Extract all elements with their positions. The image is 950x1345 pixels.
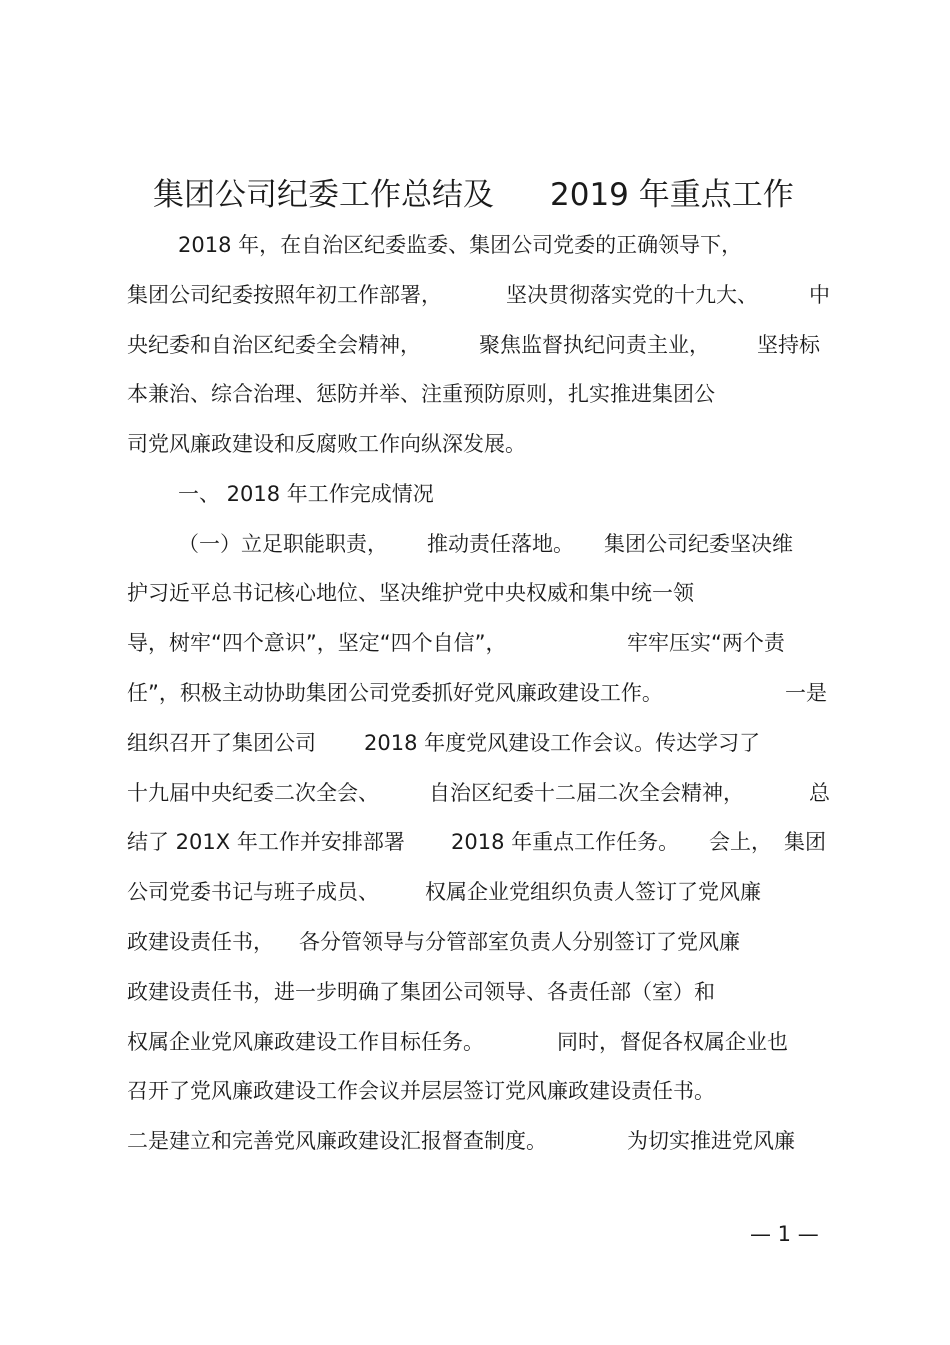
title-part-2: 2019 年重点工作	[550, 177, 794, 213]
text-segment: 公司党委书记与班子成员、	[127, 880, 379, 904]
text-segment: 护习近平总书记核心地位、坚决维护党中央权威和集中统一领	[127, 581, 694, 605]
page-number: — 1 —	[750, 1222, 819, 1246]
text-segment: 坚持标	[757, 333, 820, 357]
text-segment: 集团	[784, 830, 826, 854]
text-segment: 同时，督促各权属企业也	[557, 1030, 788, 1054]
text-segment: 坚决贯彻落实党的十九大、	[506, 283, 758, 307]
text-segment: （一）立足职能职责，	[178, 532, 388, 556]
text-segment: 央纪委和自治区纪委全会精神，	[127, 333, 421, 357]
text-segment: 司党风廉政建设和反腐败工作向纵深发展。	[127, 432, 526, 456]
text-segment: 集团公司纪委按照年初工作部署，	[127, 283, 442, 307]
text-segment: 政建设责任书，	[127, 930, 274, 954]
text-segment: 二是建立和完善党风廉政建设汇报督查制度。	[127, 1129, 547, 1153]
text-segment: 中	[809, 283, 830, 307]
text-segment: 权属企业党风廉政建设工作目标任务。	[127, 1030, 484, 1054]
text-segment: 会上，	[709, 830, 772, 854]
text-segment: 权属企业党组织负责人签订了党风廉	[425, 880, 761, 904]
text-segment: 推动责任落地。	[427, 532, 574, 556]
text-segment: 2018 年，在自治区纪委监委、集团公司党委的正确领导下，	[178, 233, 743, 257]
text-segment: 结了 201X 年工作并安排部署	[127, 830, 405, 854]
text-segment: 召开了党风廉政建设工作会议并层层签订党风廉政建设责任书。	[127, 1079, 715, 1103]
text-segment: 任”，积极主动协助集团公司党委抓好党风廉政建设工作。	[127, 681, 663, 705]
text-segment: 牢牢压实“两个责	[627, 631, 785, 655]
text-segment: 一是	[785, 681, 827, 705]
text-segment: 集团公司纪委坚决维	[604, 532, 793, 556]
text-segment: 政建设责任书，进一步明确了集团公司领导、各责任部（室）和	[127, 980, 715, 1004]
text-segment: 2018 年度党风建设工作会议。传达学习了	[364, 731, 761, 755]
text-segment: 2018 年重点工作任务。	[451, 830, 680, 854]
title-part-1: 集团公司纪委工作总结及	[153, 177, 494, 213]
text-segment: 各分管领导与分管部室负责人分别签订了党风廉	[299, 930, 740, 954]
text-segment: 组织召开了集团公司	[127, 731, 316, 755]
text-segment: 总	[809, 781, 830, 805]
text-segment: 本兼治、综合治理、惩防并举、注重预防原则，扎实推进集团公	[127, 382, 715, 406]
text-segment: 为切实推进党风廉	[627, 1129, 795, 1153]
text-segment: 导，树牢“四个意识”，坚定“四个自信”，	[127, 631, 507, 655]
text-segment: 自治区纪委十二届二次全会精神，	[429, 781, 744, 805]
document-title	[0, 172, 950, 218]
text-segment: 十九届中央纪委二次全会、	[127, 781, 379, 805]
text-segment: 一、 2018 年工作完成情况	[178, 482, 434, 506]
text-segment: 聚焦监督执纪问责主业，	[479, 333, 710, 357]
